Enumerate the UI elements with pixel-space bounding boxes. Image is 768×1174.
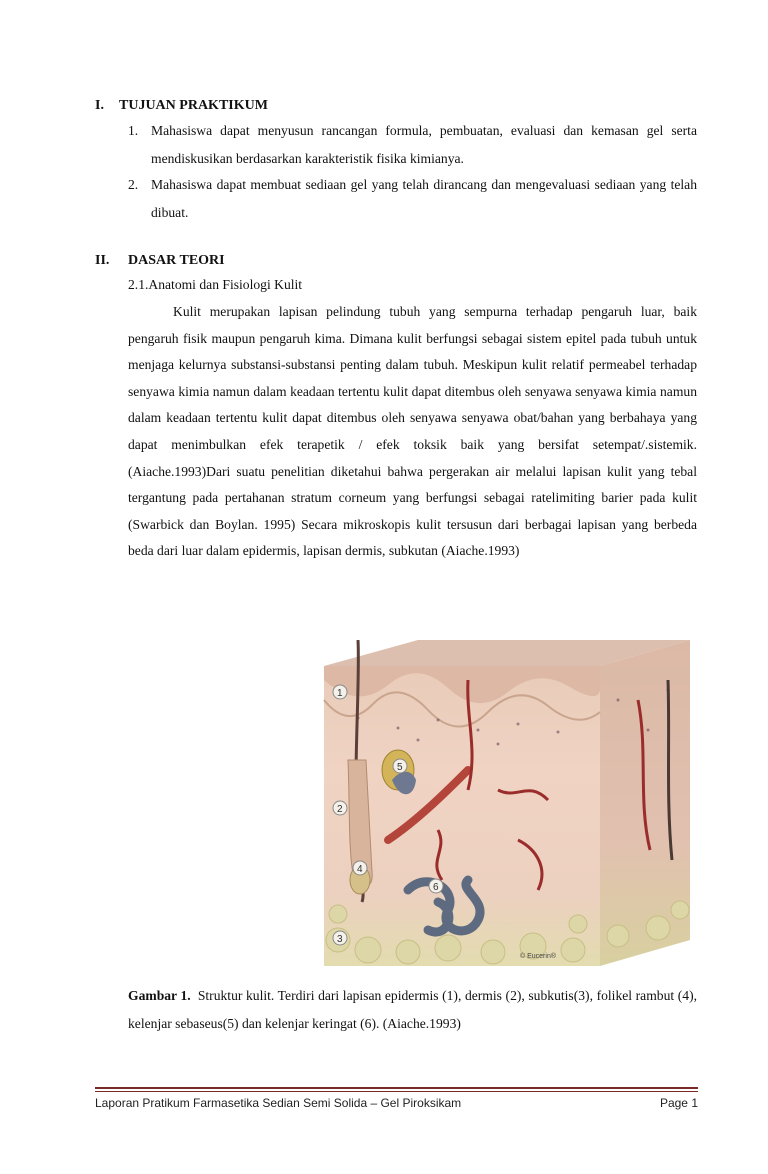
figure-watermark: © Eucerin®	[520, 953, 556, 960]
marker-1	[333, 685, 347, 699]
footer-title: Laporan Pratikum Farmasetika Sedian Semi Solida – Gel Piroksikam	[95, 1096, 462, 1110]
list-item	[128, 117, 697, 173]
footer-rule	[95, 1091, 698, 1092]
marker-6	[429, 879, 443, 893]
marker-4	[353, 861, 367, 875]
figure-caption	[128, 982, 697, 1038]
page-footer	[95, 1096, 698, 1116]
section-heading-2	[95, 253, 225, 269]
marker-3	[333, 931, 347, 945]
page-number: Page 1	[659, 1096, 698, 1110]
skin-diagram	[318, 640, 714, 970]
marker-5	[393, 759, 407, 773]
svg-text:1: 1	[337, 688, 343, 699]
body-paragraph	[128, 299, 697, 565]
section-heading-1	[95, 98, 268, 114]
marker-2	[333, 801, 347, 815]
paragraph-text: Kulit merupakan lapisan pelindung tubuh yang sempurna terhadap pengaruh luar, baik pengaruh fisik maupun pengaruh kima. Dimana kulit berfungsi sebagai sistem epitel pada tubuh untuk menjaga kelurnya substansi-substansi penting dalam tubuh. Meskipun kulit relatif permeabel terhadap senyawa kimia namun dalam keadaan tertentu kulit dapat ditembus oleh senyawa senyawa kimia namun dalam keadaan tertentu kulit dapat ditembus oleh senyawa senyawa obat/bahan yang berbahaya yang dapat menimbulkan efek terapetik / efek toksik baik yang bersifat setempat/.sistemik. (Aiache.1993)Dari suatu penelitian diketahui bahwa pergerakan air melalui lapisan kulit yang tebal tergantung pada pertahanan stratum corneum yang berfungsi sebagai ratelimiting barier pada kulit (Swarbick dan Boylan. 1995) Secara mikroskopis kulit tersusun dari berbagai lapisan yang berbeda beda dari luar dalam epidermis, lapisan dermis, subkutan (Aiache.1993)	[128, 304, 697, 559]
footer-rule	[95, 1087, 698, 1089]
skin-structure-figure	[318, 640, 714, 970]
svg-text:2: 2	[337, 804, 343, 815]
caption-text: Struktur kulit. Terdiri dari lapisan epidermis (1), dermis (2), subkutis(3), folikel rambut (4), kelenjar sebaseus(5) dan kelenjar keringat (6). (Aiache.1993)	[128, 988, 697, 1031]
list-item-number: 2.	[128, 177, 139, 192]
section-title: TUJUAN PRAKTIKUM	[119, 98, 268, 113]
svg-text:5: 5	[397, 762, 403, 773]
list-item	[128, 171, 697, 227]
list-item-text: Mahasiswa dapat menyusun rancangan formula, pembuatan, evaluasi dan kemasan gel serta mendiskusikan berdasarkan karakteristik fisika kimianya.	[151, 123, 697, 166]
section-title: DASAR TEORI	[128, 253, 225, 268]
subheading: 2.1.Anatomi dan Fisiologi Kulit	[128, 277, 303, 292]
section-number: I.	[95, 98, 104, 113]
list-item-number: 1.	[128, 123, 139, 138]
section-number: II.	[95, 253, 110, 268]
svg-text:3: 3	[337, 934, 343, 945]
caption-label: Gambar 1.	[128, 988, 191, 1003]
svg-text:4: 4	[357, 864, 363, 875]
list-item-text: Mahasiswa dapat membuat sediaan gel yang telah dirancang dan mengevaluasi sediaan yang telah dibuat.	[151, 177, 697, 220]
svg-text:6: 6	[433, 882, 439, 893]
